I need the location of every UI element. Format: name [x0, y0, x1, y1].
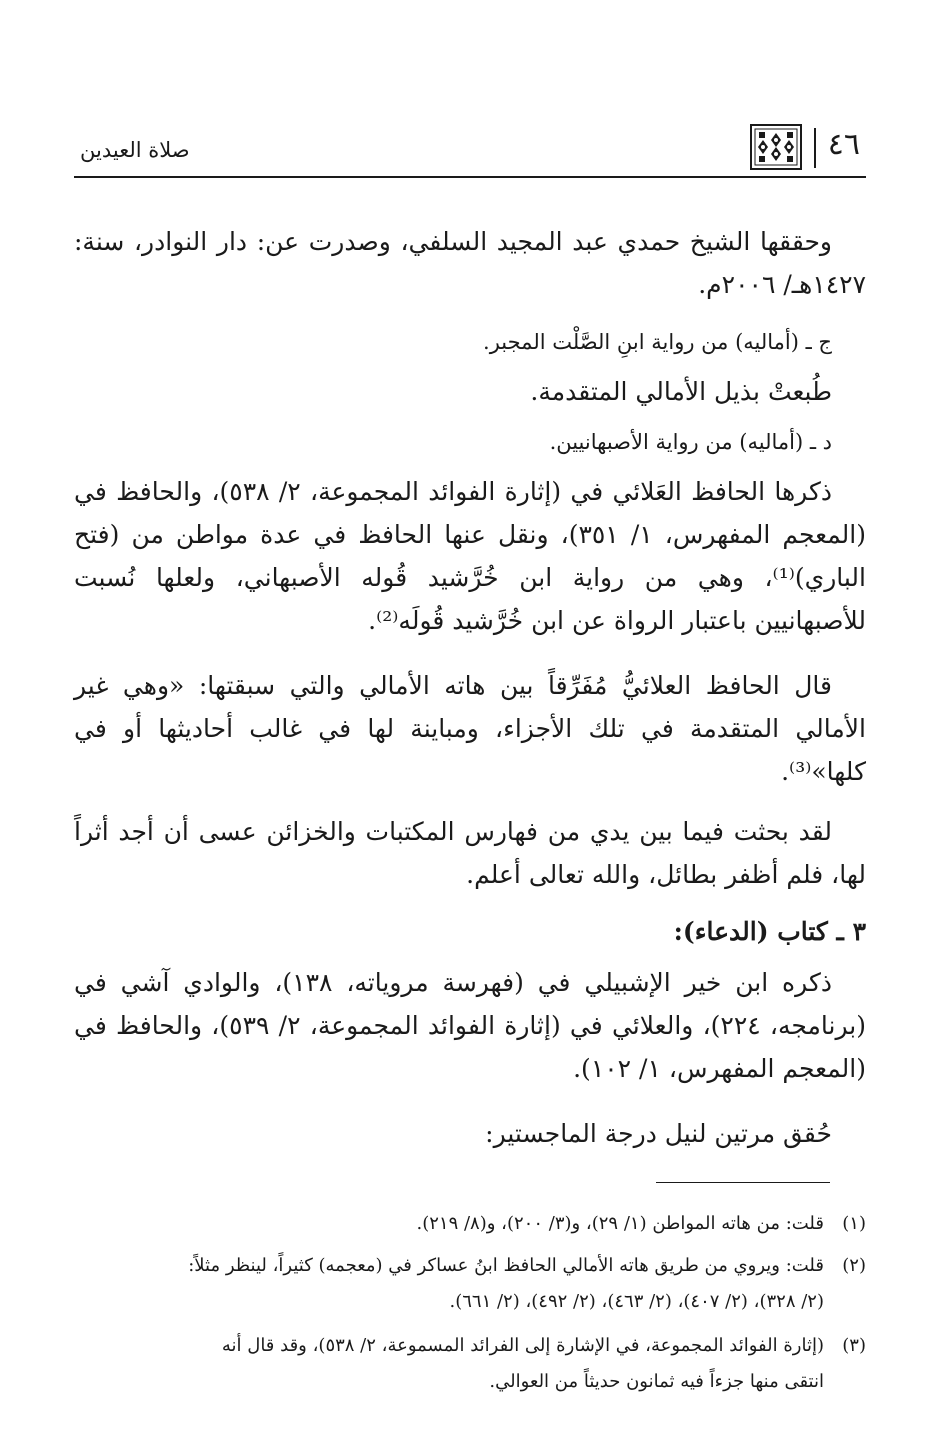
footnote-number: (٢): [842, 1255, 866, 1276]
footnote-2: [74, 1248, 866, 1320]
footnote-number: (٣): [842, 1335, 866, 1356]
paragraph-quote: قال الحافظ العلائيُّ مُفَرِّقاً بين هاته الأمالي والتي سبقتها: «وهي غير الأمالي المتقدمة في تلك الأجزاء، ومباينة لها في غالب أحاديثها أو في كلها»⁽³⁾.: [74, 671, 866, 786]
paragraph-item-c: ج ـ (أماليه) من رواية ابنِ الصَّلْت المجبر.: [483, 330, 832, 354]
paragraph-mentions: ذكرها الحافظ العَلائي في (إثارة الفوائد المجموعة، ٢/ ٥٣٨)، والحافظ في (المعجم المفهرس، ١/ ٣٥١)، ونقل عنها الحافظ في عدة مواطن من (فتح الباري)⁽¹⁾، وهي من رواية ابن خُرَّشيد قُوله الأصبهاني، ولعلها نُسبت للأصبهانيين باعتبار الرواة عن ابن خُرَّشيد قُولَه⁽²⁾.: [74, 477, 866, 635]
footnote-text: قلت: ويروي من طريق هاته الأمالي الحافظ ابنُ عساكر في (معجمه) كثيراً، لينظر مثلاً:: [188, 1255, 824, 1276]
footnote-3: [74, 1328, 866, 1400]
footnote-rule: [656, 1182, 830, 1183]
footnote-text: قلت: من هاته المواطن (١/ ٢٩)، و(٣/ ٢٠٠)، و(٨/ ٢١٩).: [416, 1213, 824, 1234]
paragraph-masters: حُقق مرتين لنيل درجة الماجستير:: [485, 1119, 832, 1148]
footnote-continuation: انتقى منها جزءاً فيه ثمانون حديثاً من العوالي.: [489, 1371, 824, 1392]
header-divider: [814, 128, 816, 168]
footnote-continuation: (٢/ ٣٢٨)، (٢/ ٤٠٧)، (٢/ ٤٦٣)، (٢/ ٤٩٢)، (٢/ ٦٦١).: [449, 1291, 824, 1312]
page-number: ٤٦: [827, 127, 860, 162]
paragraph-item-d: د ـ (أماليه) من رواية الأصبهانيين.: [549, 430, 832, 454]
ornament-icon: [750, 124, 802, 170]
header-rule: [74, 176, 866, 178]
paragraph-edition: وحققها الشيخ حمدي عبد المجيد السلفي، وصدرت عن: دار النوادر، سنة: ١٤٢٧هـ/ ٢٠٠٦م.: [74, 227, 866, 299]
page-header: [74, 122, 866, 176]
footnote-number: (١): [842, 1213, 866, 1234]
footnote-1: [74, 1206, 866, 1242]
footnote-text: (إثارة الفوائد المجموعة، في الإشارة إلى الفرائد المسموعة، ٢/ ٥٣٨)، وقد قال أنه: [221, 1335, 824, 1356]
paragraph-search: لقد بحثت فيما بين يدي من فهارس المكتبات والخزائن عسى أن أجد أثراً لها، فلم أظفر بطائل، والله تعالى أعلم.: [74, 817, 866, 889]
section-heading: ٣ ـ كتاب (الدعاء):: [673, 917, 866, 946]
running-title: صلاة العيدين: [80, 138, 190, 162]
paragraph-printed: طُبعتْ بذيل الأمالي المتقدمة.: [530, 377, 832, 406]
paragraph-dua: ذكره ابن خير الإشبيلي في (فهرسة مروياته، ١٣٨)، والوادي آشي في (برنامجه، ٢٢٤)، والعلائي في (إثارة الفوائد المجموعة، ٢/ ٥٣٩)، والحافظ في (المعجم المفهرس، ١/ ١٠٢).: [74, 968, 867, 1083]
